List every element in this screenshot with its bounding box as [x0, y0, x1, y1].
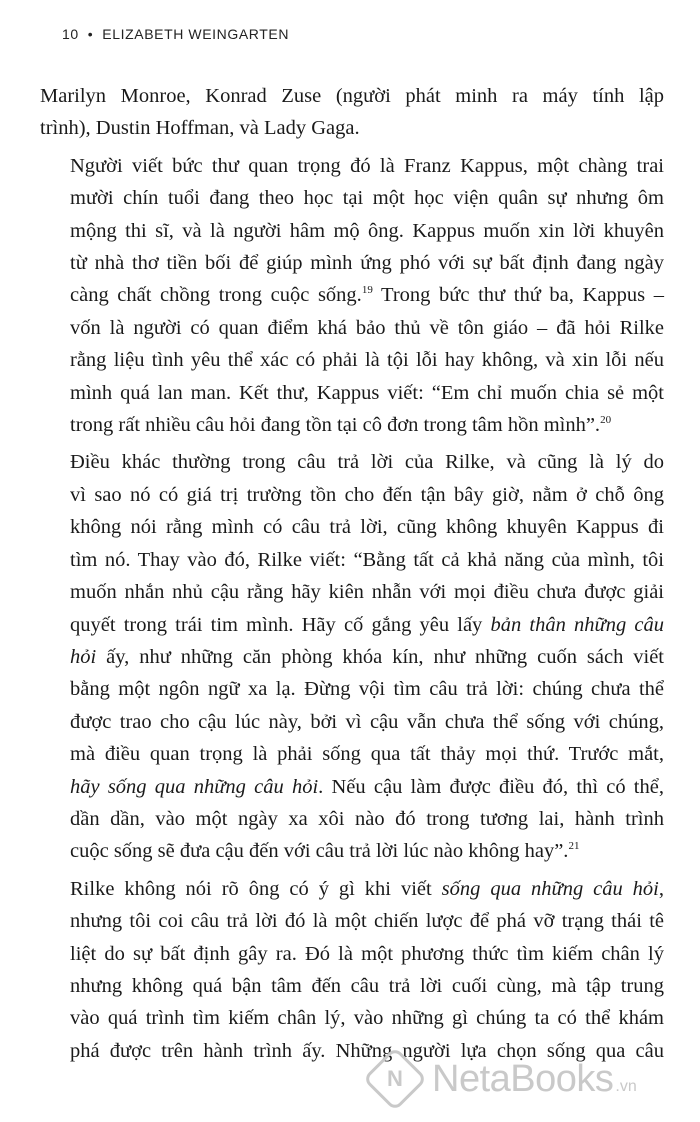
header-separator: •: [87, 26, 94, 42]
footnote-ref: 19: [361, 284, 373, 297]
text-line: càng chất chồng trong cuộc sống.$^{19}$ Trong bức thư thứ ba, Kappus –: [70, 284, 665, 307]
italic-phrase: bản thân những câu: [490, 613, 665, 636]
italic-phrase: hỏi: [70, 645, 97, 668]
text-line: hỏi ấy, như những căn phòng khóa kín, như những cuốn sách viết: [70, 645, 664, 668]
text-line: trong rất nhiều câu hỏi đang tồn tại cô đơn trong tâm hồn mình”.$^{20}$: [70, 414, 612, 437]
text-line: trình), Dustin Hoffman, và Lady Gaga.: [40, 117, 360, 140]
text-line: mười chín tuổi đang theo học tại một học viện quân sự nhưng ôm: [70, 187, 664, 210]
watermark: [372, 1056, 637, 1102]
italic-phrase: hãy sống qua những câu hỏi: [70, 775, 319, 798]
text-line: vào quá trình tìm kiếm chân lý, vào những gì chúng ta có thể khám: [70, 1007, 664, 1030]
text-line: mộng thi sĩ, và là người hâm mộ ông. Kappus muốn xin lời khuyên: [70, 219, 664, 242]
text-line: Điều khác thường trong câu trả lời của Rilke, và cũng là lý do: [70, 451, 664, 474]
text-line: Marilyn Monroe, Konrad Zuse (người phát minh ra máy tính lập: [40, 85, 664, 107]
running-header: [62, 26, 289, 42]
text-line: muốn nhắn nhủ cậu rằng hãy kiên nhẫn với mọi điều chưa được giải: [70, 581, 664, 604]
text-line: dần dần, vào một ngày xa xôi nào đó trong tương lai, hành trình: [70, 807, 664, 830]
page-number: 10: [62, 26, 79, 42]
text-line: rằng liệu tình yêu thể xác có phải là tội lỗi hay không, và xin lỗi nếu: [70, 349, 664, 372]
text-line: từ nhà thơ tiền bối để giúp mình ứng phó với sự bất định đang ngày: [70, 252, 664, 275]
paragraph-4: [40, 873, 664, 1067]
footnote-ref: 20: [600, 414, 612, 427]
paragraph-3: [40, 446, 664, 867]
text-line: mà điều quan trọng là phải sống qua tất thảy mọi thứ. Trước mắt,: [70, 743, 664, 766]
netabooks-logo-icon: N: [362, 1046, 427, 1111]
text-line: hãy sống qua những câu hỏi. Nếu cậu làm được điều đó, thì có thể,: [70, 775, 664, 798]
text-line: quyết trong trái tim mình. Hãy cố gắng yêu lấy bản thân những câu: [70, 613, 665, 636]
text-line: nhưng không quá bận tâm đến câu trả lời cuối cùng, mà tập trung: [70, 974, 664, 997]
watermark-brand: NetaBooks: [432, 1057, 614, 1100]
text-line: bằng một ngôn ngữ xa lạ. Đừng vội tìm câu trả lời: chúng chưa thể: [70, 678, 664, 701]
text-line: mình quá lan man. Kết thư, Kappus viết: “Em chỉ muốn chia sẻ một: [70, 381, 664, 404]
text-line: tìm nó. Thay vào đó, Rilke viết: “Bằng tất cả khả năng của mình, tôi: [70, 548, 664, 571]
text-line: không nói rằng mình có câu trả lời, cũng không khuyên Kappus đi: [70, 516, 664, 539]
paragraph-1: [40, 80, 664, 145]
text-line: nhưng tôi coi câu trả lời đó là một chiến lược để phá vỡ trạng thái tê: [70, 910, 664, 933]
text-line: liệt do sự bất định gây ra. Đó là một phương thức tìm kiếm chân lý: [70, 942, 664, 965]
text-line: phá được trên hành trình ấy. Những người lựa chọn sống qua câu: [70, 1039, 664, 1062]
watermark-tld: .vn: [615, 1078, 637, 1095]
text-line: cuộc sống sẽ đưa cậu đến với câu trả lời lúc nào không hay”.$^{21}$: [70, 840, 580, 863]
text-line: được trao cho cậu lúc này, bởi vì cậu vẫn chưa thể sống với chúng,: [70, 710, 664, 733]
footnote-ref: 21: [568, 840, 580, 853]
text-line: Rilke không nói rõ ông có ý gì khi viết sống qua những câu hỏi,: [70, 877, 665, 900]
text-line: vì sao nó có giá trị trường tồn cho đến tận bây giờ, nằm ở chỗ ông: [70, 483, 664, 506]
page-body: [40, 80, 664, 1072]
text-line: Người viết bức thư quan trọng đó là Franz Kappus, một chàng trai: [70, 154, 664, 177]
author-name: ELIZABETH WEINGARTEN: [102, 26, 290, 42]
text-line: vốn là người có quan điểm khá bảo thủ về tôn giáo – đã hỏi Rilke: [70, 316, 664, 339]
paragraph-2: [40, 150, 664, 442]
italic-phrase: sống qua những câu hỏi: [441, 877, 659, 900]
